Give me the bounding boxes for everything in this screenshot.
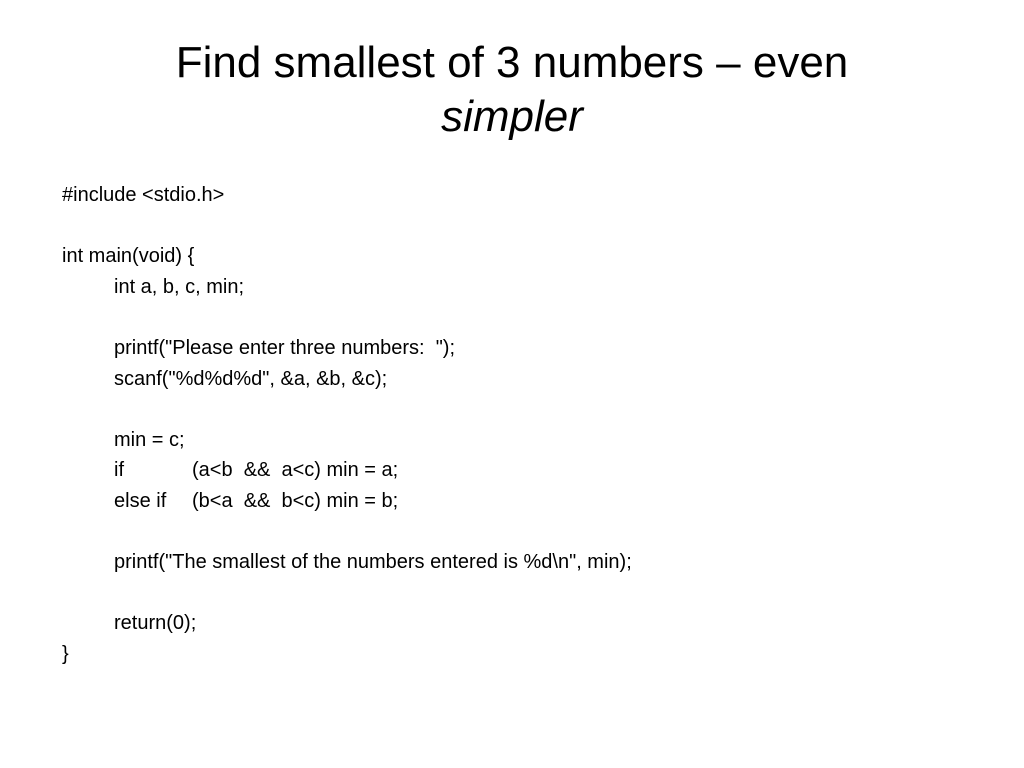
code-line: int a, b, c, min; — [114, 275, 245, 298]
code-block — [62, 180, 982, 670]
title-line-1: Find smallest of 3 numbers – even — [175, 38, 849, 87]
code-line: min = c; — [114, 428, 185, 451]
code-line: scanf("%d%d%d", &a, &b, &c); — [114, 367, 388, 390]
code-line-blank — [62, 517, 982, 548]
if-keyword: if — [114, 459, 124, 482]
code-line-else-if — [62, 486, 982, 517]
code-line-if — [62, 455, 982, 486]
code-line: #include <stdio.h> — [62, 184, 225, 206]
else-if-condition: (b<a && b<c) min = b; — [192, 489, 399, 512]
code-line: printf("Please enter three numbers: "); — [114, 336, 456, 359]
slide-title — [60, 36, 964, 144]
code-line: } — [62, 642, 69, 665]
code-line-blank — [62, 578, 982, 609]
else-if-keyword: else if — [114, 489, 167, 512]
code-line-blank — [62, 302, 982, 333]
code-line: return(0); — [114, 612, 197, 635]
title-line-2: simpler — [441, 92, 583, 141]
code-line-blank — [62, 394, 982, 425]
code-line: printf("The smallest of the numbers entered is %d\n", min); — [114, 551, 632, 574]
code-line: int main(void) { — [62, 245, 195, 268]
code-line-blank — [62, 211, 982, 242]
if-condition: (a<b && a<c) min = a; — [192, 459, 399, 482]
